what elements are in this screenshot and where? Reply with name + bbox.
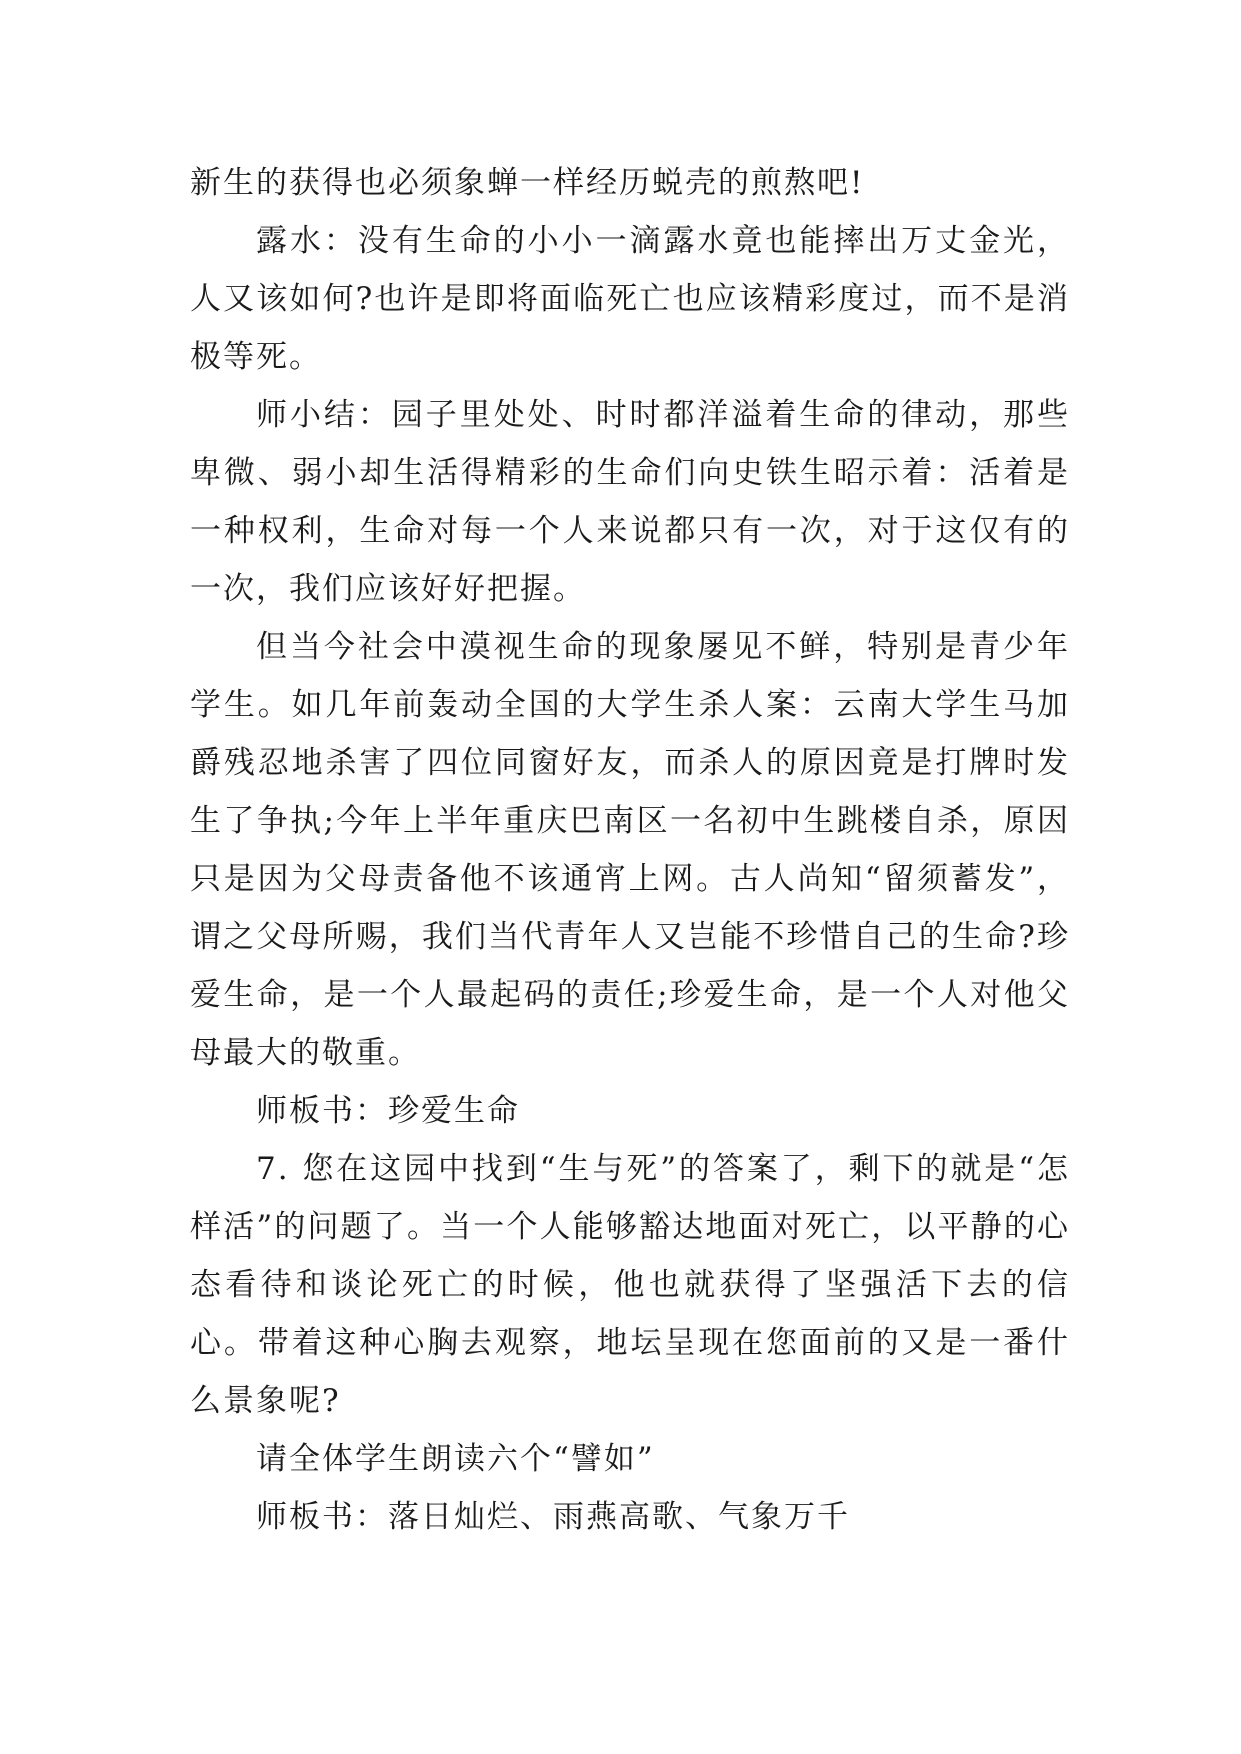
paragraph-6: 7. 您在这园中找到“生与死”的答案了，剩下的就是“怎样活”的问题了。当一个人能够豁达地面对死亡，以平静的心态看待和谈论死亡的时候，他也就获得了坚强活下去的信心。带着这种心胸去观察，地坛呈现在您面前的又是一番什么景象呢?: [190, 1151, 1070, 1419]
paragraph-7: 请全体学生朗读六个“譬如”: [256, 1441, 655, 1477]
paragraph-8: 师板书：落日灿烂、雨燕高歌、气象万千: [256, 1499, 850, 1535]
paragraph-2: 露水：没有生命的小小一滴露水竟也能摔出万丈金光，人又该如何?也许是即将面临死亡也应该精彩度过，而不是消极等死。: [190, 223, 1070, 375]
paragraph-5: 师板书：珍爱生命: [256, 1093, 520, 1129]
paragraph-1: 新生的获得也必须象蝉一样经历蜕壳的煎熬吧!: [190, 165, 865, 201]
paragraph-4: 但当今社会中漠视生命的现象屡见不鲜，特别是青少年学生。如几年前轰动全国的大学生杀人案：云南大学生马加爵残忍地杀害了四位同窗好友，而杀人的原因竟是打牌时发生了争执;今年上半年重庆巴南区一名初中生跳楼自杀，原因只是因为父母责备他不该通宵上网。古人尚知“留须蓄发”，谓之父母所赐，我们当代青年人又岂能不珍惜自己的生命?珍爱生命，是一个人最起码的责任;珍爱生命，是一个人对他父母最大的敬重。: [190, 629, 1070, 1071]
body-text: [190, 154, 1070, 1546]
paragraph-3: 师小结：园子里处处、时时都洋溢着生命的律动，那些卑微、弱小却生活得精彩的生命们向史铁生昭示着：活着是一种权利，生命对每一个人来说都只有一次，对于这仅有的一次，我们应该好好把握。: [190, 397, 1070, 607]
